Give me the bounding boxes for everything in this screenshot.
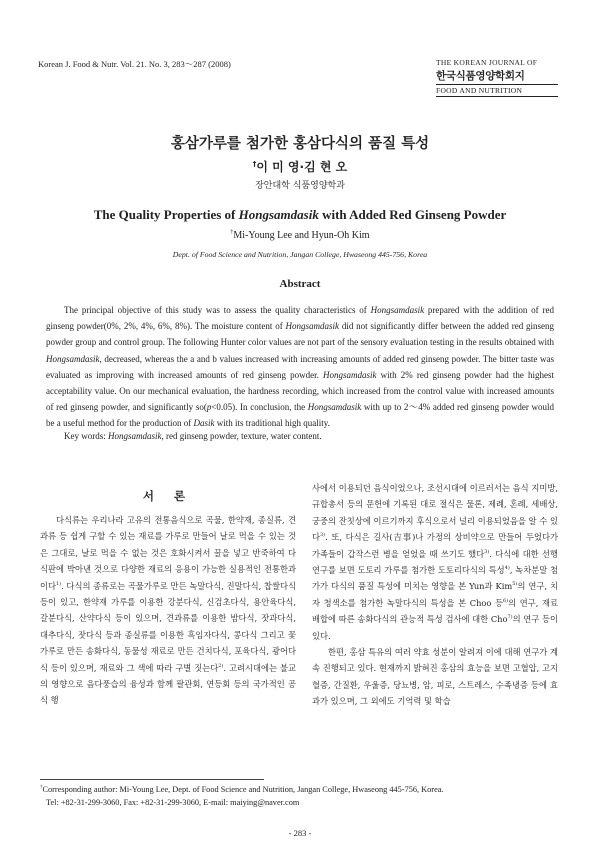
intro-text: . 다식의 종류로는 곡물가루로 만든 녹말다식, 진말다식, 찹쌀다식 등이 있고, 한약재 가루를 이용한 강분다식, 신검초다식, 용안육다식, 갈분다식, 산약다식 등이 있으며, 견과류를 이용한 밤다식, 잣과다식, 대추다식, 잣다식 등과 종실류를 이용한 흑임자다식, 콩다식 그리고 꽃가루로 만든 송화다식, 동물성 재료로 만든 건치다식, 포육다식, 광어다식 등이 있으며, 재료와 그 색에 따라 구별 짓는다 — [40, 580, 296, 673]
intro-text: . 고려시대에는 불교의 영향으로 음다풍습의 융성과 함께 팔관회, 연등회 등의 국가적인 공식 행 — [40, 662, 296, 706]
intro-left-column — [40, 512, 296, 709]
intro-text: 의 연구, 치자 청색소를 첨가한 녹말다식의 특성을 본 Choo 등 — [312, 581, 558, 608]
citation: 2) — [218, 662, 224, 669]
masthead-en-top: THE KOREAN JOURNAL OF — [436, 58, 538, 67]
affiliation-korean: 장안대학 식품영양학과 — [255, 181, 345, 191]
abstract-text-5: with 2% red ginseng powder had the highest acceptability value. On our mechanical evaluation, the hardness recording, which increased from the control value with increased amounts of red ginseng powder, and significantly so( — [46, 369, 555, 413]
title-english — [0, 207, 600, 223]
abstract-text-1: The principal objective of this study was to assess the quality characteristics of — [64, 305, 371, 315]
intro-text: 다식류는 우리나라 고유의 전통음식으로 곡물, 한약재, 종실류, 견과류 등 쉽게 구할 수 있는 재료를 가루로 만들어 날로 먹을 수 있는 것은 그대로, 날로 먹을 수 없는 것은 호화시켜서 꿀을 넣고 반죽하여 다식판에 박아낸 것으로 다양한 재료의 응용이 가능한 실용적인 전통한과이다 — [40, 515, 296, 591]
abstract-p-value: p — [206, 402, 212, 413]
footnote-text: Corresponding author: Mi-Young Lee, Dept. of Food Science and Nutrition, Jangan College, Hwaseong 445-756, Korea. — [42, 785, 444, 794]
intro-text: 한편, 홍삼 특유의 여러 약효 성분이 알려져 이에 대해 연구가 계속 진행되고 있다. 현재까지 밝혀진 홍삼의 효능을 보면 고혈압, 고지혈증, 간질환, 우울증, 당뇨병, 암, 피로, 스트레스, 수족냉증 등에 효과가 있으며, 그 외에도 기억력 및 학습 — [312, 647, 558, 707]
intro-text: 사에서 이용되던 음식이었으나, 조선시대에 이르러서는 음식 지미방, 규합총서 등의 문헌에 기록된 대로 절식은 물론, 제례, 혼례, 세배상, 궁중의 잔칫상에 이르기까지 후식으로서 널리 이용되었음을 알 수 있다 — [312, 483, 558, 543]
page-number: - 283 - — [288, 828, 312, 838]
keywords — [46, 431, 554, 441]
footnote-divider — [40, 779, 264, 780]
intro-text: 의 연구, 재료 배합에 따른 송화다식의 관능적 특성 검사에 대한 Cho — [312, 597, 558, 625]
intro-paragraph — [40, 512, 296, 709]
abstract-term-dasik: Dasik — [193, 418, 215, 429]
abstract-term: Hongsamdasik — [370, 305, 425, 315]
footnote-line-1 — [40, 783, 560, 796]
citation: 3) — [320, 532, 326, 539]
keywords-term: Hongsamdasik — [108, 431, 162, 441]
corresponding-author-footnote — [40, 783, 560, 809]
authors-english — [0, 230, 600, 241]
footnote-line-2: Tel: +82-31-299-3060, Fax: +82-31-299-3060, E-mail: maiying@naver.com — [46, 798, 300, 807]
abstract-text-6: <0.05). In conclusion, the — [211, 402, 308, 413]
section-heading-introduction: 서 론 — [142, 489, 194, 503]
masthead-en-bottom: FOOD AND NUTRITION — [436, 84, 558, 97]
abstract-text-3: did not significantly differ between the added red ginseng powder group and control group. The following Hunter color values are not part of the sensory evaluation testing in the results obtained with — [46, 321, 554, 348]
journal-reference: Korean J. Food & Nutr. Vol. 21. No. 3, 283～287 (2008) — [38, 59, 231, 69]
intro-text: . 또, 다식은 길사(吉事)나 가정의 상비약으로 만들어 두었다가 가족들이 갑작스런 병을 얻었을 때 쓰기도 했다 — [312, 532, 558, 559]
intro-text: . 다식에 대한 선행 연구를 보면 도토리 가루를 첨가한 도토리다식의 특성 — [312, 548, 559, 576]
title-en-prefix: The Quality Properties of — [93, 207, 239, 222]
abstract-term: Hongsamdasik — [285, 321, 340, 332]
title-en-italic: Hongsamdasik — [238, 207, 319, 222]
abstract-term: Hongsamdasik — [46, 353, 100, 364]
footnote-marker: † — [40, 785, 43, 791]
citation: 4) — [504, 565, 510, 572]
abstract-term: Hongsamdasik — [307, 402, 362, 413]
authors-english-text: Mi-Young Lee and Hyun-Oh Kim — [233, 230, 370, 241]
authors-korean — [0, 158, 600, 175]
abstract-text-7: with up to 2～4% added red ginseng powder would be a useful method for the production of — [46, 402, 554, 429]
citation: 3) — [484, 548, 490, 555]
intro-text: 의 연구 등이 있다. — [312, 614, 558, 641]
abstract-text-8: with its traditional high quality. — [214, 418, 330, 429]
abstract-text-2: prepared with the addition of red ginseng powder(0%, 2%, 4%, 6%, 8%). The moisture content of — [46, 305, 554, 332]
intro-paragraph — [312, 480, 558, 644]
keywords-rest: , red ginseng powder, texture, water content. — [161, 431, 322, 441]
dagger-mark: † — [252, 159, 257, 168]
journal-masthead — [436, 58, 558, 97]
abstract-text-4: , decreased, whereas the a and b values increased with increasing amounts of added red ginseng powder. The bitter taste was evaluated as improving with increased amounts of red ginseng powder. — [46, 353, 554, 380]
title-en-suffix: with Added Red Ginseng Powder — [318, 207, 507, 222]
affiliation-english: Dept. of Food Science and Nutrition, Jangan College, Hwaseong 445-756, Korea — [172, 250, 428, 259]
citation: 1) — [56, 580, 62, 587]
intro-paragraph — [312, 644, 558, 710]
abstract-paragraph — [46, 302, 554, 432]
masthead-ko: 한국식품영양학회지 — [436, 70, 525, 82]
keywords-label: Key words: — [64, 431, 108, 441]
intro-right-column — [312, 480, 558, 710]
citation: 7) — [507, 614, 513, 621]
title-korean: 홍삼가루를 첨가한 홍삼다식의 품질 특성 — [170, 136, 430, 152]
intro-text: , 녹차분말 첨가가 다식의 품질 특성에 미치는 영향을 본 Yun과 Kim — [312, 565, 558, 592]
authors-korean-text: 이 미 영·김 현 오 — [256, 160, 348, 174]
citation: 5) — [512, 581, 518, 588]
dagger-mark-en: † — [230, 229, 234, 236]
abstract-term: Hongsamdasik — [323, 369, 377, 380]
citation: 6) — [503, 598, 509, 605]
abstract-body — [46, 302, 554, 432]
abstract-heading: Abstract — [279, 278, 321, 290]
